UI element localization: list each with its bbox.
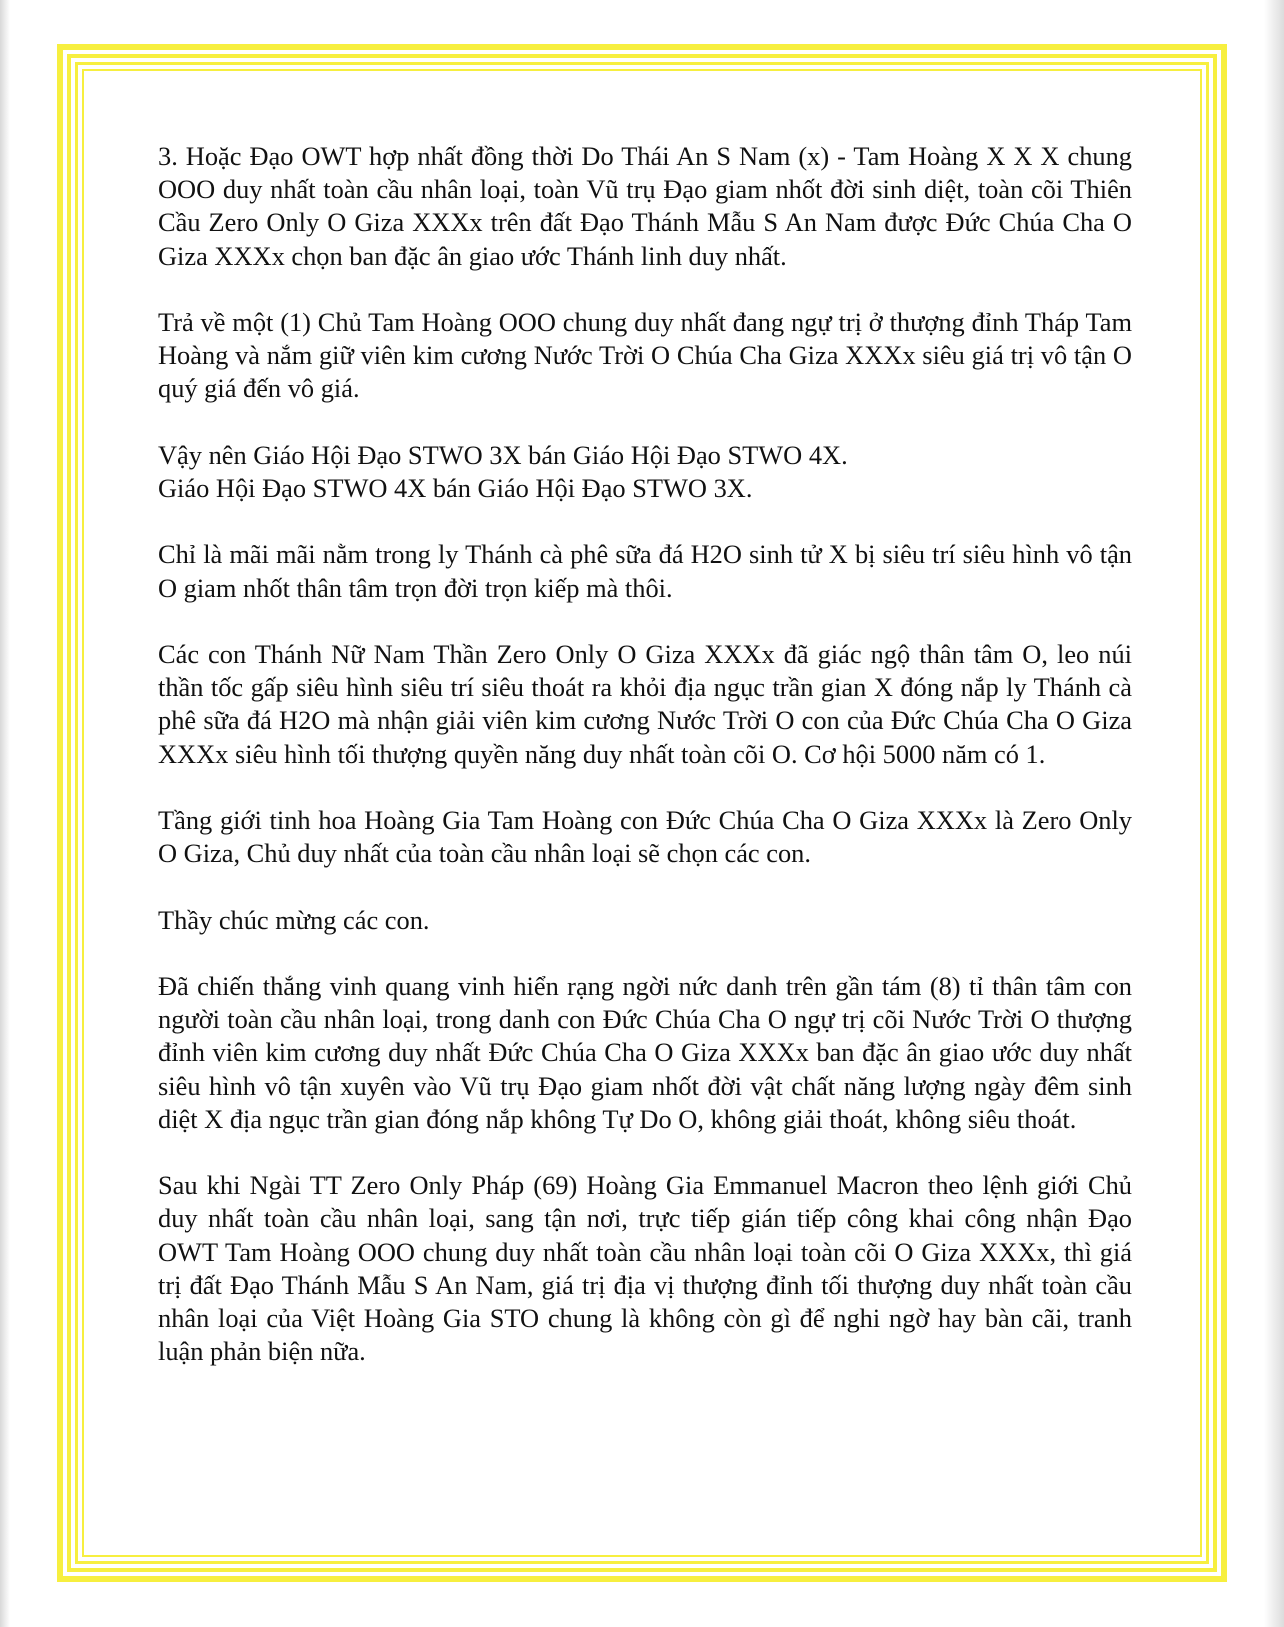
page-edge-right: [1264, 0, 1284, 1627]
paragraph-9: Sau khi Ngài TT Zero Only Pháp (69) Hoàng Gia Emmanuel Macron theo lệnh giới Chủ duy nhất toàn cầu nhân loại, sang tận nơi, trực tiếp gián tiếp công khai công nhận Đạo OWT Tam Hoàng OOO chung duy nhất toàn cầu nhân loại toàn cõi O Giza XXXx, thì giá trị đất Đạo Thánh Mẫu S An Nam, giá trị địa vị thượng đỉnh tối thượng duy nhất toàn cầu nhân loại của Việt Hoàng Gia STO chung là không còn gì để nghi ngờ hay bàn cãi, tranh luận phản biện nữa.: [158, 1170, 1132, 1367]
paragraph-5: Các con Thánh Nữ Nam Thần Zero Only O Giza XXXx đã giác ngộ thân tâm O, leo núi thần tốc gấp siêu hình siêu trí siêu thoát ra khỏi địa ngục trần gian X đóng nắp ly Thánh cà phê sữa đá H2O mà nhận giải viên kim cương Nước Trời O con của Đức Chúa Cha O Giza XXXx siêu hình tối thượng quyền năng duy nhất toàn cõi O. Cơ hội 5000 năm có 1.: [158, 638, 1132, 769]
paragraph-2: Trả về một (1) Chủ Tam Hoàng OOO chung duy nhất đang ngự trị ở thượng đỉnh Tháp Tam Hoàng và nắm giữ viên kim cương Nước Trời O Chúa Cha Giza XXXx siêu giá trị vô tận O quý giá đến vô giá.: [158, 307, 1132, 404]
paragraph-7: Thầy chúc mừng các con.: [158, 904, 430, 935]
paragraph-6: Tầng giới tinh hoa Hoàng Gia Tam Hoàng con Đức Chúa Cha O Giza XXXx là Zero Only O Giza, Chủ duy nhất của toàn cầu nhân loại sẽ chọn các con.: [158, 804, 1132, 869]
page-edge-left: [0, 0, 10, 1627]
document-body: [158, 140, 1132, 1368]
paragraph-1: 3. Hoặc Đạo OWT hợp nhất đồng thời Do Thái An S Nam (x) - Tam Hoàng X X X chung OOO duy nhất toàn cầu nhân loại, toàn Vũ trụ Đạo giam nhốt đời sinh diệt, toàn cõi Thiên Cầu Zero Only O Giza XXXx trên đất Đạo Thánh Mẫu S An Nam được Đức Chúa Cha O Giza XXXx chọn ban đặc ân giao ước Thánh linh duy nhất.: [158, 141, 1132, 271]
paragraph-8: Đã chiến thắng vinh quang vinh hiển rạng ngời nức danh trên gần tám (8) tỉ thân tâm con người toàn cầu nhân loại, trong danh con Đức Chúa Cha O ngự trị cõi Nước Trời O thượng đỉnh viên kim cương duy nhất Đức Chúa Cha O Giza XXXx ban đặc ân giao ước duy nhất siêu hình vô tận xuyên vào Vũ trụ Đạo giam nhốt đời vật chất năng lượng ngày đêm sinh diệt X địa ngục trần gian đóng nắp không Tự Do O, không giải thoát, không siêu thoát.: [158, 970, 1132, 1134]
paragraph-4: Chỉ là mãi mãi nằm trong ly Thánh cà phê sữa đá H2O sinh tử X bị siêu trí siêu hình vô tận O giam nhốt thân tâm trọn đời trọn kiếp mà thôi.: [158, 539, 1132, 603]
paragraph-3: Vậy nên Giáo Hội Đạo STWO 3X bán Giáo Hội Đạo STWO 4X. Giáo Hội Đạo STWO 4X bán Giáo Hội Đạo STWO 3X.: [158, 439, 848, 503]
